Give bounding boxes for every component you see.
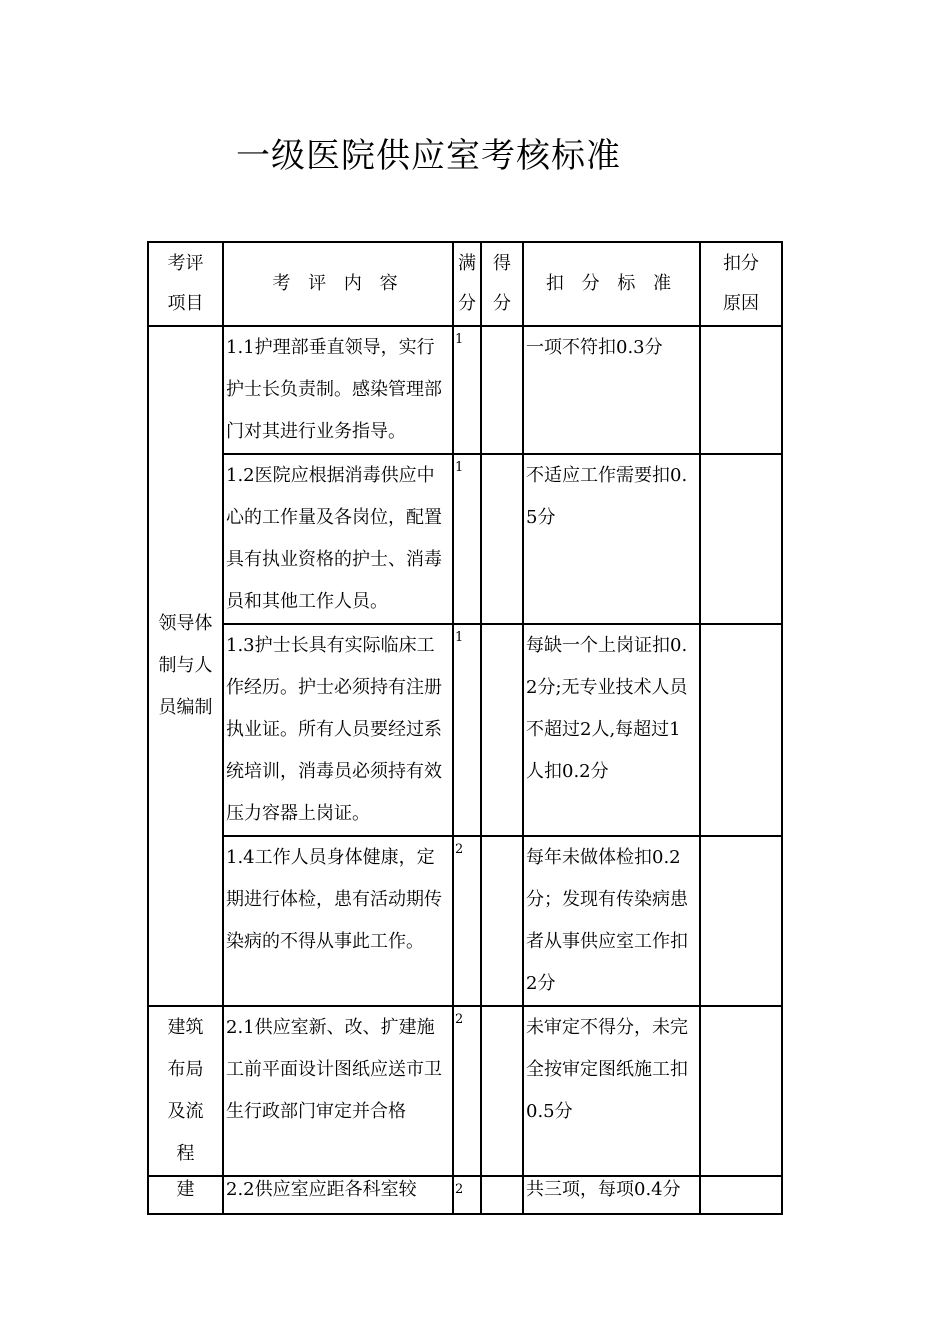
row-content: 1.2医院应根据消毒供应中心的工作量及各岗位，配置具有执业资格的护士、消毒员和其他工作人员。 — [223, 454, 453, 624]
category-building-continued: 建 — [148, 1176, 223, 1214]
row-got — [481, 454, 523, 624]
row-reason — [700, 454, 782, 624]
header-content: 考 评 内 容 — [223, 242, 453, 326]
category-leadership: 领导体制与人员编制 — [148, 326, 223, 1006]
row-reason — [700, 1176, 782, 1214]
table-row — [148, 454, 782, 624]
row-got — [481, 836, 523, 1006]
category-building — [148, 1006, 223, 1176]
row-full: 1 — [453, 454, 481, 624]
row-content: 2.2供应室应距各科室较 — [223, 1176, 453, 1214]
header-standard: 扣 分 标 准 — [523, 242, 700, 326]
row-standard: 一项不符扣0.3分 — [523, 326, 700, 454]
table-row — [148, 624, 782, 836]
row-got — [481, 1176, 523, 1214]
row-standard: 不适应工作需要扣0.5分 — [523, 454, 700, 624]
row-full: 2 — [453, 1176, 481, 1214]
row-reason — [700, 836, 782, 1006]
table-row — [148, 326, 782, 454]
row-got — [481, 1006, 523, 1176]
row-standard: 共三项，每项0.4分 — [523, 1176, 700, 1214]
header-reason: 扣分原因 — [700, 242, 782, 326]
category-building-label: 建筑布局及流程 — [167, 1017, 204, 1164]
table-row — [148, 1176, 782, 1214]
header-got: 得分 — [481, 242, 523, 326]
table-header — [148, 242, 782, 326]
row-standard: 未审定不得分，未完全按审定图纸施工扣0.5分 — [523, 1006, 700, 1176]
row-full: 2 — [453, 836, 481, 1006]
header-item: 考评项目 — [148, 242, 223, 326]
table-row — [148, 836, 782, 1006]
row-full: 2 — [453, 1006, 481, 1176]
row-content: 1.4工作人员身体健康，定期进行体检，患有活动期传染病的不得从事此工作。 — [223, 836, 453, 1006]
table-row — [148, 1006, 782, 1176]
row-standard: 每年未做体检扣0.2分；发现有传染病患者从事供应室工作扣2分 — [523, 836, 700, 1006]
row-full: 1 — [453, 624, 481, 836]
row-content: 2.1供应室新、改、扩建施工前平面设计图纸应送市卫生行政部门审定并合格 — [223, 1006, 453, 1176]
header-full: 满分 — [453, 242, 481, 326]
row-reason — [700, 326, 782, 454]
row-reason — [700, 1006, 782, 1176]
row-reason — [700, 624, 782, 836]
row-content: 1.1护理部垂直领导，实行护士长负责制。感染管理部门对其进行业务指导。 — [223, 326, 453, 454]
row-got — [481, 326, 523, 454]
row-full: 1 — [453, 326, 481, 454]
row-content: 1.3护士长具有实际临床工作经历。护士必须持有注册执业证。所有人员要经过系统培训，消毒员必须持有效压力容器上岗证。 — [223, 624, 453, 836]
row-standard: 每缺一个上岗证扣0.2分;无专业技术人员不超过2人,每超过1人扣0.2分 — [523, 624, 700, 836]
page-title: 一级医院供应室考核标准 — [236, 136, 621, 176]
row-got — [481, 624, 523, 836]
assessment-table — [147, 241, 783, 1215]
